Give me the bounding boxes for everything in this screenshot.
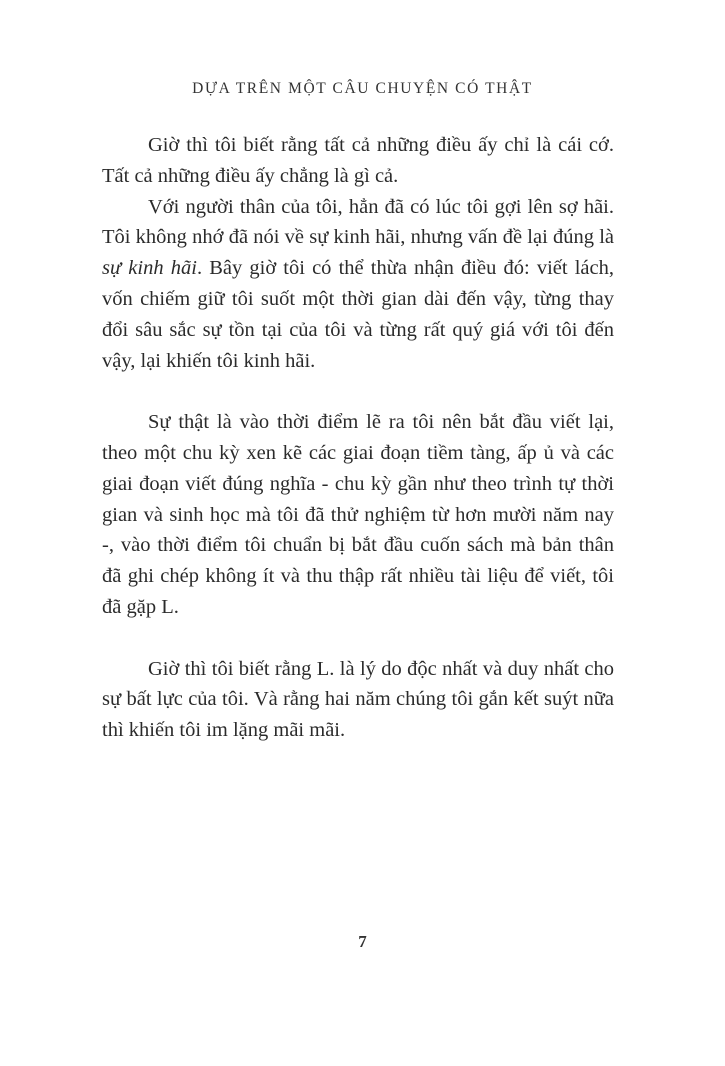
paragraph-2-text-after: . Bây giờ tôi có thể thừa nhận điều đó: viết lách, vốn chiếm giữ tôi suốt một thời gian dài đến vậy, từng thay đổi sâu sắc sự tồn tại của tôi và từng rất quý giá với tôi đến vậy, lại khiến tôi kinh hãi. [102, 257, 614, 372]
paragraph-1: Giờ thì tôi biết rằng tất cả những điều ấy chỉ là cái cớ. Tất cả những điều ấy chẳng là gì cả. [102, 134, 614, 187]
paragraph-4: Giờ thì tôi biết rằng L. là lý do độc nhất và duy nhất cho sự bất lực của tôi. Và rằng hai năm chúng tôi gắn kết suýt nữa thì khiến tôi im lặng mãi mãi. [102, 657, 614, 742]
paragraph-2-emphasis: sự kinh hãi [102, 257, 197, 280]
paragraph-2-text-before: Với người thân của tôi, hẳn đã có lúc tôi gợi lên sợ hãi. Tôi không nhớ đã nói về sự kinh hãi, nhưng vấn đề lại đúng là [102, 195, 614, 249]
page-number: 7 [358, 932, 367, 951]
body-text [102, 130, 614, 746]
paragraph-2 [102, 192, 614, 377]
running-header-title: DỰA TRÊN MỘT CÂU CHUYỆN CÓ THẬT [192, 80, 533, 97]
paragraph-3: Sự thật là vào thời điểm lẽ ra tôi nên bắt đầu viết lại, theo một chu kỳ xen kẽ các giai đoạn tiềm tàng, ấp ủ và các giai đoạn viết đúng nghĩa - chu kỳ gần như theo trình tự thời gian và sinh học mà tôi đã thử nghiệm từ hơn mười năm nay -, vào thời điểm tôi chuẩn bị bắt đầu cuốn sách mà bản thân đã ghi chép không ít và thu thập rất nhiều tài liệu để viết, tôi đã gặp L. [102, 411, 614, 618]
